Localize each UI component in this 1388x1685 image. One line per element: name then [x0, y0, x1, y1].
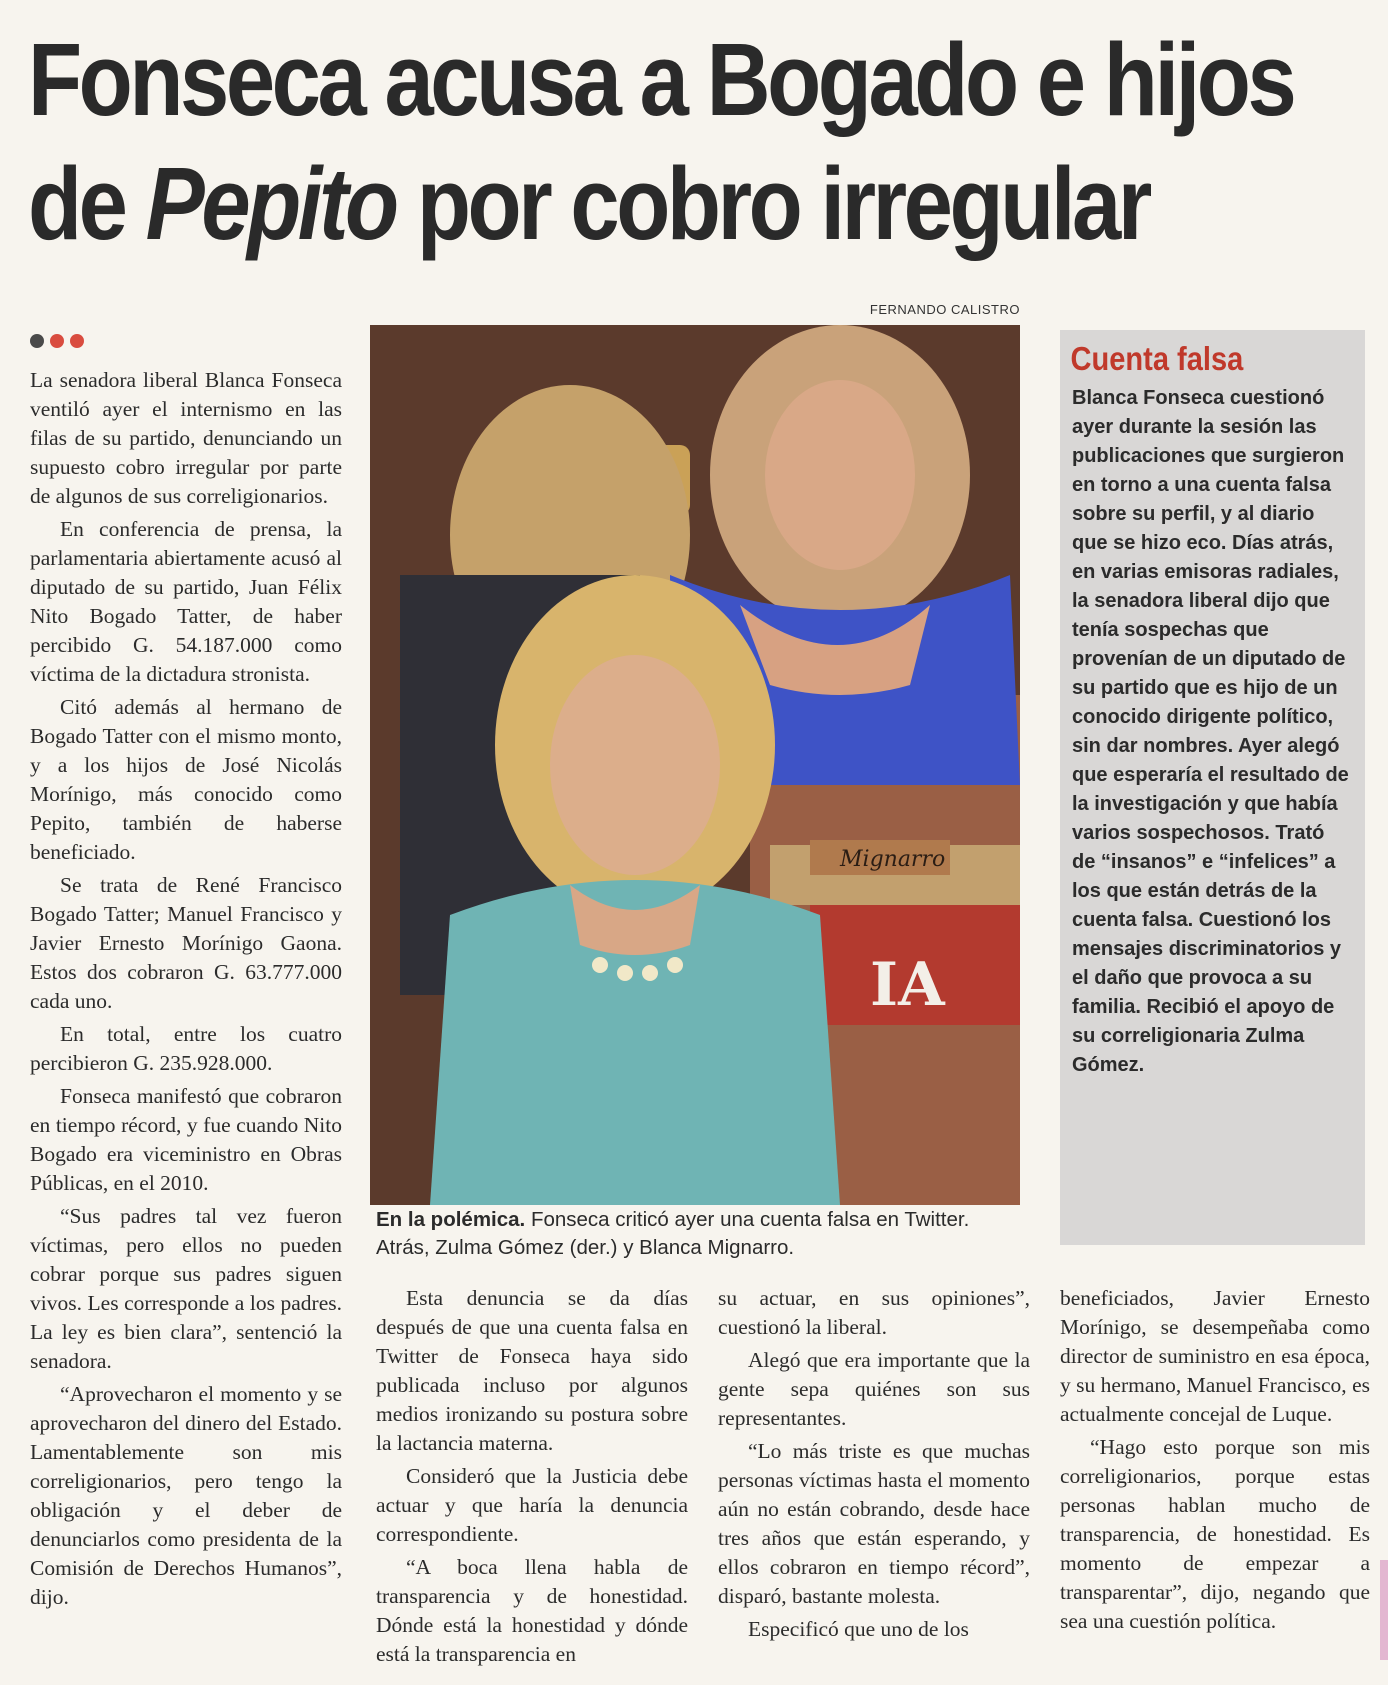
article-column-3	[718, 1284, 1030, 1648]
paragraph: Citó además al hermano de Bogado Tatter con el mismo monto, y a los hijos de José Nicolás Morínigo, más conocido como Pepito, también de haberse beneficiado.	[30, 695, 342, 864]
article-column-4	[1060, 1284, 1370, 1640]
dot-icon	[70, 334, 84, 348]
paragraph: Fonseca manifestó que cobraron en tiempo récord, y fue cuando Nito Bogado era viceministro en Obras Públicas, en el 2010.	[30, 1084, 342, 1195]
banner-text: IA	[870, 950, 945, 1020]
photo-illustration	[370, 325, 1020, 1205]
photo-credit: FERNANDO CALISTRO	[869, 302, 1020, 317]
paragraph: su actuar, en sus opiniones”, cuestionó la liberal.	[718, 1286, 1030, 1339]
edge-mark	[1380, 1560, 1388, 1660]
caption-lead: En la polémica.	[376, 1208, 526, 1231]
section-dots	[30, 334, 90, 353]
paragraph: “Sus padres tal vez fueron víctimas, pero ellos no pueden cobrar porque sus padres siguen vivos. Les corresponde a los padres. La ley es bien clara”, sentenció la senadora.	[30, 1204, 342, 1373]
article-column-2	[376, 1284, 688, 1673]
paragraph: Esta denuncia se da días después de que una cuenta falsa en Twitter de Fonseca haya sido publicada incluso por algunos medios ironizando su postura sobre la lactancia materna.	[376, 1286, 688, 1455]
paragraph: beneficiados, Javier Ernesto Morínigo, se desempeñaba como director de suministro en esa época, y su hermano, Manuel Francisco, es actualmente concejal de Luque.	[1060, 1286, 1370, 1426]
headline-line-1: Fonseca acusa a Bogado e hijos	[28, 22, 1294, 137]
caption-text: Fonseca criticó ayer una cuenta falsa en Twitter. Atrás, Zulma Gómez (der.) y Blanca Mignarro.	[376, 1208, 970, 1259]
sidebar-body: Blanca Fonseca cuestionó ayer durante la sesión las publicaciones que surgieron en torno a una cuenta falsa sobre su perfil, y al diario que se hizo eco. Días atrás, en varias emisoras radiales, la senadora liberal dijo que tenía sospechas que provenían de un diputado de su partido que es hijo de un conocido dirigente político, sin dar nombres. Ayer alegó que esperaría el resultado de la investigación y que había varios sospechosos. Trató de “insanos” e “infelices” a los que están detrás de la cuenta falsa. Cuestionó los mensajes discriminatorios y el daño que provoca a su familia. Recibió el apoyo de su correligionaria Zulma Gómez.	[1072, 387, 1349, 1076]
article-column-1	[30, 366, 342, 1616]
paragraph: “Hago esto porque son mis correligionarios, porque estas personas hablan mucho de transparencia, de honestidad. Es momento de empezar a transparentar”, dijo, negando que sea una cuestión política.	[1060, 1435, 1370, 1633]
paragraph: Especificó que uno de los	[748, 1617, 969, 1641]
headline	[28, 18, 1294, 266]
paragraph: Consideró que la Justicia debe actuar y que haría la denuncia correspondiente.	[376, 1464, 688, 1546]
headline-line-2-post: por cobro irregular	[395, 146, 1149, 261]
paragraph: “Lo más triste es que muchas personas víctimas hasta el momento aún no están cobrando, desde hace tres años que están esperando, y ellos cobraron en tiempo récord”, disparó, bastante molesta.	[718, 1439, 1030, 1608]
headline-italic-name: Pepito	[145, 146, 396, 261]
nameplate-text: Mignarro	[840, 847, 946, 872]
headline-line-2	[28, 142, 1172, 266]
dot-icon	[30, 334, 44, 348]
paragraph: Alegó que era importante que la gente sepa quiénes son sus representantes.	[718, 1348, 1030, 1430]
photo-caption	[376, 1206, 1020, 1262]
paragraph: Se trata de René Francisco Bogado Tatter; Manuel Francisco y Javier Ernesto Morínigo Gaona. Estos dos cobraron G. 63.777.000 cada uno.	[30, 873, 342, 1013]
paragraph: En total, entre los cuatro percibieron G. 235.928.000.	[30, 1022, 342, 1075]
paragraph: “Aprovecharon el momento y se aprovecharon del dinero del Estado. Lamentablemente son mis correligionarios, pero tengo la obligación y el deber de denunciarlos como presidenta de la Comisión de Derechos Humanos”, dijo.	[30, 1382, 342, 1609]
sidebar-box	[1060, 330, 1365, 1245]
article-photo	[370, 325, 1020, 1205]
headline-line-2-pre: de	[28, 146, 146, 261]
paragraph: “A boca llena habla de transparencia y de honestidad. Dónde está la honestidad y dónde está la transparencia en	[376, 1555, 688, 1666]
dot-icon	[50, 334, 64, 348]
sidebar-title: Cuenta falsa	[1070, 340, 1244, 377]
paragraph: La senadora liberal Blanca Fonseca ventiló ayer el internismo en las filas de su partido, denunciando un supuesto cobro irregular por parte de algunos de sus correligionarios.	[30, 368, 342, 508]
paragraph: En conferencia de prensa, la parlamentaria abiertamente acusó al diputado de su partido, Juan Félix Nito Bogado Tatter, de haber percibido G. 54.187.000 como víctima de la dictadura stronista.	[30, 517, 342, 686]
